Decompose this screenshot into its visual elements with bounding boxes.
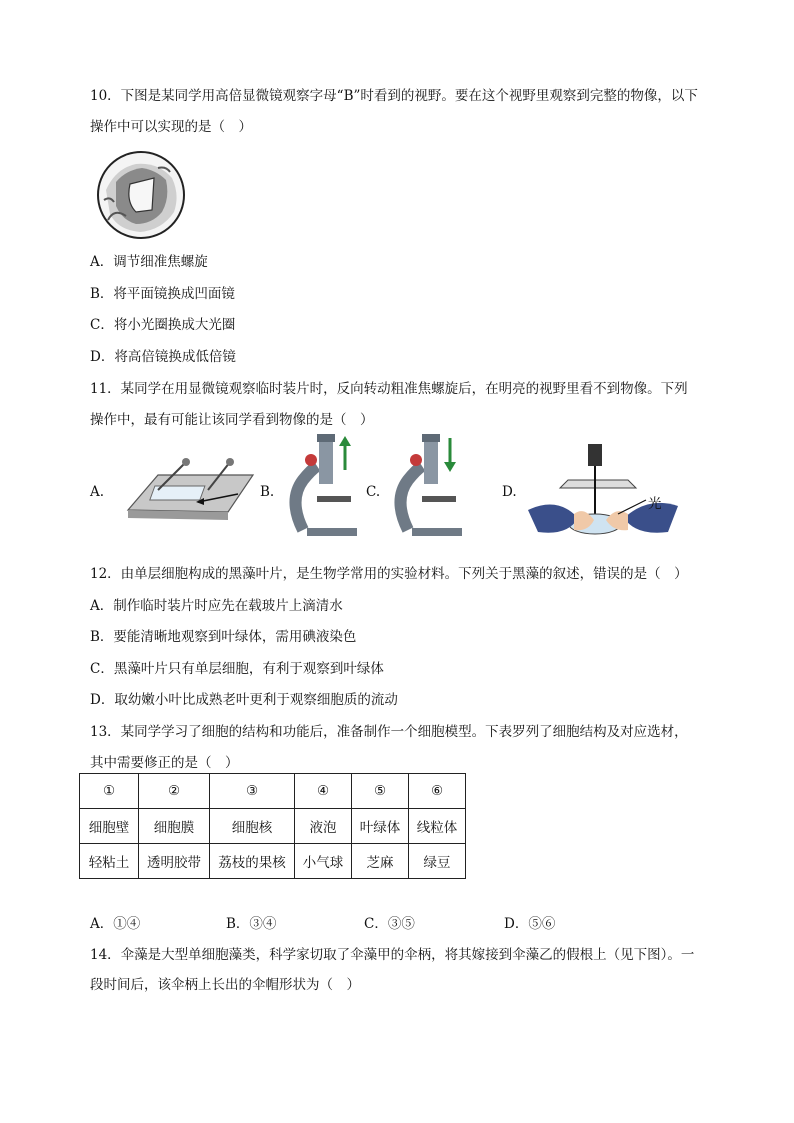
q13-choices — [90, 912, 730, 932]
q11-label-b: B. — [260, 484, 275, 500]
microscope-field-figure — [96, 150, 186, 240]
table-row-materials — [80, 844, 466, 879]
table-cell: ② — [139, 774, 210, 809]
q12-option-b: B．要能清晰地观察到叶绿体，需用碘液染色 — [90, 629, 357, 645]
q11-label-d: D. — [502, 484, 517, 500]
table-cell: ① — [80, 774, 139, 809]
q13-stem-line2: 其中需要修正的是（ ） — [90, 755, 239, 771]
cell-model-table — [79, 773, 466, 879]
q10-stem-line1: 10．下图是某同学用高倍显微镜观察字母“B”时看到的视野。要在这个视野里观察到完整的物像，以下 — [90, 88, 698, 104]
q13-choice-c: C．③⑤ — [364, 916, 415, 932]
stage-slide-figure — [118, 450, 258, 530]
table-cell: 细胞壁 — [80, 809, 139, 844]
table-cell: 线粒体 — [409, 809, 466, 844]
table-cell: 细胞核 — [210, 809, 295, 844]
q11-options-figures — [88, 430, 708, 540]
table-row-numbers — [80, 774, 466, 809]
q11-light-label: 光 — [648, 496, 662, 512]
q13-choice-b: B．③④ — [226, 916, 277, 932]
table-cell: 液泡 — [295, 809, 352, 844]
table-cell: 轻粘土 — [80, 844, 139, 879]
q13-stem-line1: 13．某同学学习了细胞的结构和功能后，准备制作一个细胞模型。下表罗列了细胞结构及对应选材， — [90, 724, 688, 740]
q10-option-d: D．将高倍镜换成低倍镜 — [90, 349, 236, 365]
table-cell: 小气球 — [295, 844, 352, 879]
microscope-up-figure — [283, 430, 363, 540]
table-cell: 芝麻 — [352, 844, 409, 879]
q14-stem-line2: 段时间后，该伞柄上长出的伞帽形状为（ ） — [90, 977, 360, 993]
table-cell: 叶绿体 — [352, 809, 409, 844]
table-cell: ⑥ — [409, 774, 466, 809]
table-cell: ④ — [295, 774, 352, 809]
table-row-structures — [80, 809, 466, 844]
q12-option-d: D．取幼嫩小叶比成熟老叶更利于观察细胞质的流动 — [90, 692, 398, 708]
q12-option-c: C．黑藻叶片只有单层细胞，有利于观察到叶绿体 — [90, 661, 384, 677]
q10-option-c: C．将小光圈换成大光圈 — [90, 317, 236, 333]
q11-label-a: A. — [90, 484, 105, 500]
table-cell: 细胞膜 — [139, 809, 210, 844]
q10-option-a: A．调节细准焦螺旋 — [90, 254, 208, 270]
q10-stem-line2: 操作中可以实现的是（ ） — [90, 119, 252, 135]
table-cell: 绿豆 — [409, 844, 466, 879]
q11-stem-line1: 11．某同学在用显微镜观察临时装片时，反向转动粗准焦螺旋后，在明亮的视野里看不到物像。下列 — [90, 381, 688, 397]
q13-choice-a: A．①④ — [90, 916, 141, 932]
q11-stem-line2: 操作中，最有可能让该同学看到物像的是（ ） — [90, 412, 374, 428]
microscope-down-figure — [388, 430, 468, 540]
table-cell: ③ — [210, 774, 295, 809]
hands-mirror-figure — [528, 440, 678, 540]
table-cell: 透明胶带 — [139, 844, 210, 879]
q12-option-a: A．制作临时装片时应先在载玻片上滴清水 — [90, 598, 343, 614]
q14-stem-line1: 14．伞藻是大型单细胞藻类，科学家切取了伞藻甲的伞柄，将其嫁接到伞藻乙的假根上（见下图）。一 — [90, 947, 695, 963]
q12-stem: 12．由单层细胞构成的黑藻叶片，是生物学常用的实验材料。下列关于黑藻的叙述，错误的是（ ） — [90, 566, 688, 582]
table-cell: ⑤ — [352, 774, 409, 809]
q13-choice-d: D．⑤⑥ — [504, 916, 556, 932]
q10-option-b: B．将平面镜换成凹面镜 — [90, 286, 235, 302]
q11-label-c: C. — [366, 484, 381, 500]
table-cell: 荔枝的果核 — [210, 844, 295, 879]
